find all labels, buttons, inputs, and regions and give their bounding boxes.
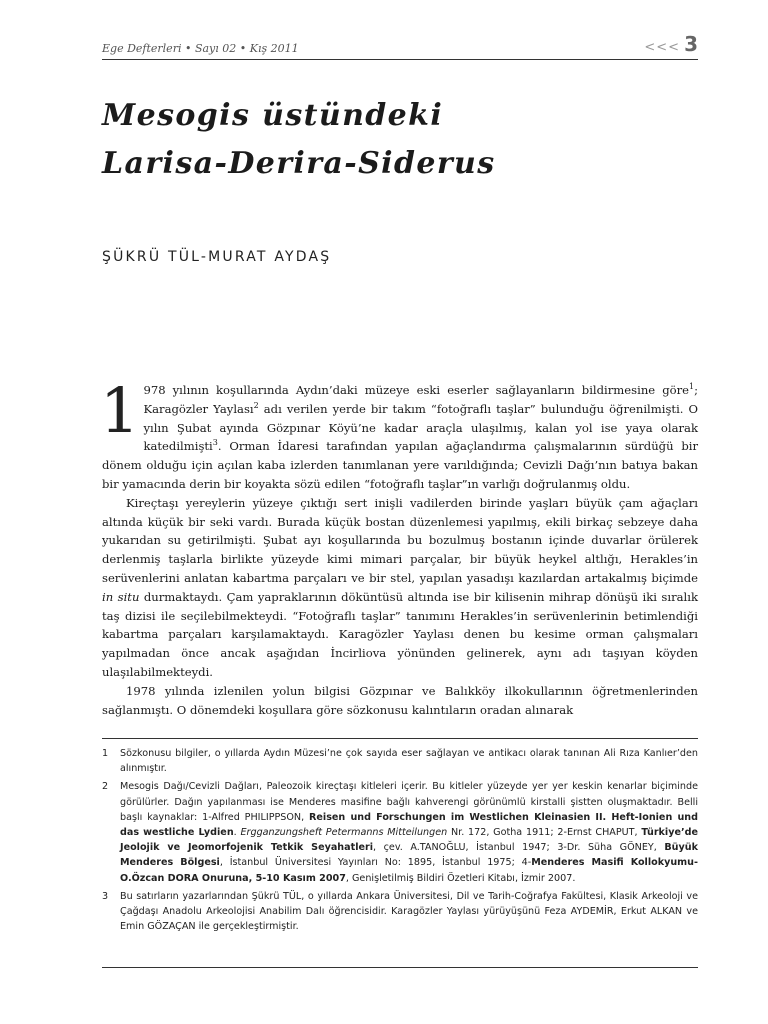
previous-page-arrows[interactable]: <<< bbox=[644, 40, 681, 55]
article-title bbox=[102, 92, 698, 188]
footnote-1 bbox=[102, 746, 698, 776]
paragraph-1-text-d: . Orman İdaresi tarafından yapılan ağaçlandırma çalışmalarının sürdüğü bir dönem olduğu için açılan kaba izlerden tanımlanan yere varıldığında; Cevizli Dağı’nın batıya bakan bir yamacında derin bir koyakta sözü edilen “fotoğraflı taşlar”ın varlığı doğrulanmış oldu. bbox=[102, 439, 698, 491]
bottom-rule bbox=[102, 967, 698, 968]
running-header bbox=[102, 32, 698, 60]
footnote-3 bbox=[102, 889, 698, 935]
source-title-chaput: Türkiye’de Jeolojik ve Jeomorfojenik Tetkik Seyahatleri bbox=[120, 827, 698, 854]
title-line-1: Mesogis üstündeki bbox=[102, 98, 444, 133]
header-rule bbox=[102, 59, 698, 60]
paragraph-2 bbox=[102, 494, 698, 682]
paragraph-1 bbox=[100, 374, 699, 494]
footnote-2 bbox=[102, 779, 698, 885]
footnote-number: 1 bbox=[102, 748, 109, 759]
paragraph-1-text-b: ; Karagözler Yaylası bbox=[143, 383, 698, 416]
footnote-text: Bu satırların yazarlarından Şükrü TÜL, o yıllarda Ankara Üniversitesi, Dil ve Tarih-Coğrafya Fakültesi, Klasik Arkeoloji ve Çağdaşı Anadolu Arkeolojisi Anabilim Dalı öğrencisidir. Karagözler Yaylası yürüyüşünü Feza AYDEMİR, Erkut ALKAN ve Emin GÖZAÇAN ile gerçekleştirmiştir. bbox=[120, 890, 698, 933]
footnote-rule bbox=[102, 738, 698, 739]
footnote-ref-1[interactable]: 1 bbox=[689, 382, 695, 392]
paragraph-2-text-b: durmaktaydı. Çam yapraklarının döküntüsü altında ise bir kilisenin mihrap dönüşü iki sıralık taş dizisi ile seçilebilmekteydi. “Fotoğraflı taşlar” tanımını Herakles’in serüvenlerinin betimlendiği kabartma parçaları karşılamaktaydı. Karagözler Yaylası denen bu kesime orman çalışmaları yapılmadan önce ancak aşağıdan İncirliova yönünden gelinerek, aynı adı taşıyan köyden ulaşılabilmekteydi. bbox=[102, 589, 698, 679]
page-number-block bbox=[644, 32, 698, 56]
journal-issue: Ege Defterleri • Sayı 02 • Kış 2011 bbox=[102, 42, 299, 55]
article-authors: ŞÜKRÜ TÜL-MURAT AYDAŞ bbox=[102, 249, 332, 265]
footnote-number: 2 bbox=[102, 781, 109, 793]
footnotes bbox=[102, 746, 698, 937]
document-page bbox=[102, 0, 698, 1024]
footnote-text: Mesogis Dağı/Cevizli Dağları, Paleozoik kireçtaşı kitleleri içerir. Bu kitleler yüzeyde yer yer keskin kenarlar biçiminde görülürler. Dağın yapılanması ise Menderes masifine bağlı kahverengi görünümlü kirstalli şistten oluşmaktadır. Belli başlı kaynaklar: 1-Alfred PHILIPPSON, bbox=[120, 781, 698, 823]
footnote-text: , çev. A.TANOĞLU, İstanbul 1947; 3-Dr. Süha GÖNEY, bbox=[373, 842, 665, 854]
footnote-ref-2[interactable]: 2 bbox=[253, 400, 259, 410]
footnote-text: , İstanbul Üniversitesi Yayınları No: 1895, İstanbul 1975; 4- bbox=[219, 857, 532, 869]
title-line-2: Larisa-Derira-Siderus bbox=[102, 146, 496, 181]
source-title-philippson: Reisen und Forschungen im Westlichen Kleinasien II. Heft-Ionien und das westliche Lydien bbox=[120, 811, 698, 839]
paragraph-1-text-a: 978 yılının koşullarında Aydın’daki müzeye eski eserler sağlayanların bildirmesine göre bbox=[143, 383, 689, 397]
page-number: 3 bbox=[684, 32, 698, 56]
footnote-ref-3[interactable]: 3 bbox=[212, 438, 218, 448]
footnote-text: Nr. 172, Gotha 1911; 2-Ernst CHAPUT, bbox=[447, 827, 642, 839]
in-situ-italic: in situ bbox=[102, 589, 140, 604]
paragraph-3: 1978 yılında izlenilen yolun bilgisi Gözpınar ve Balıkköy ilkokullarının öğretmenlerinden sağlanmıştı. O dönemdeki koşullara göre sözkonusu kalıntıların oradan alınarak bbox=[102, 683, 698, 717]
drop-cap: 1 bbox=[100, 374, 140, 447]
footnote-text: . bbox=[233, 827, 241, 839]
footnote-text: Sözkonusu bilgiler, o yıllarda Aydın Müzesi’ne çok sayıda eser sağlayan ve antikacı olarak tanınan Ali Rıza Kanlıer’den alınmıştır. bbox=[120, 748, 698, 775]
source-title-kollokyum: Menderes Masifi Kollokyumu-O.Özcan DORA Onuruna, 5-10 Kasım 2007 bbox=[120, 857, 698, 884]
footnote-text: , Genişletilmiş Bildiri Özetleri Kitabı, İzmir 2007. bbox=[345, 872, 576, 884]
footnote-number: 3 bbox=[102, 890, 109, 902]
paragraph-2-text-a: Kireçtaşı yereylerin yüzeye çıktığı sert inişli vadilerden birinde yaşları büyük çam ağaçları altında küçük bir seki vardı. Burada küçük bostan düzenlemesi yapılmış, ekili birkaç sebzeye daha yukarıdan su getirilmişti. Şubat ayı koşullarında bu bozulmuş bostanın içinde duvarlar örülerek derlenmiş taşlarla birlikte yüzeyde kimi mimari parçalar, bir büyük heykel altlığı, Herakles’in serüvenlerini anlatan kabartma parçaları ve bir stel, yapılan yasadışı kazılardan artakalmış biçimde bbox=[102, 495, 698, 585]
source-series-italic: Ergganzungsheft Petermanns Mitteilungen bbox=[240, 827, 448, 839]
paragraph-1-text-c: adı verilen yerde bir takım “fotoğraflı taşlar” bulunduğu öğrenilmişti. O yılın Şubat ayında Gözpınar Köyü’ne kadar araçla ulaşılmış, kalan yol ise yaya olarak katedilmişti bbox=[143, 401, 699, 454]
article-body bbox=[100, 374, 699, 719]
source-title-goney: Büyük Menderes Bölgesi bbox=[120, 842, 698, 869]
